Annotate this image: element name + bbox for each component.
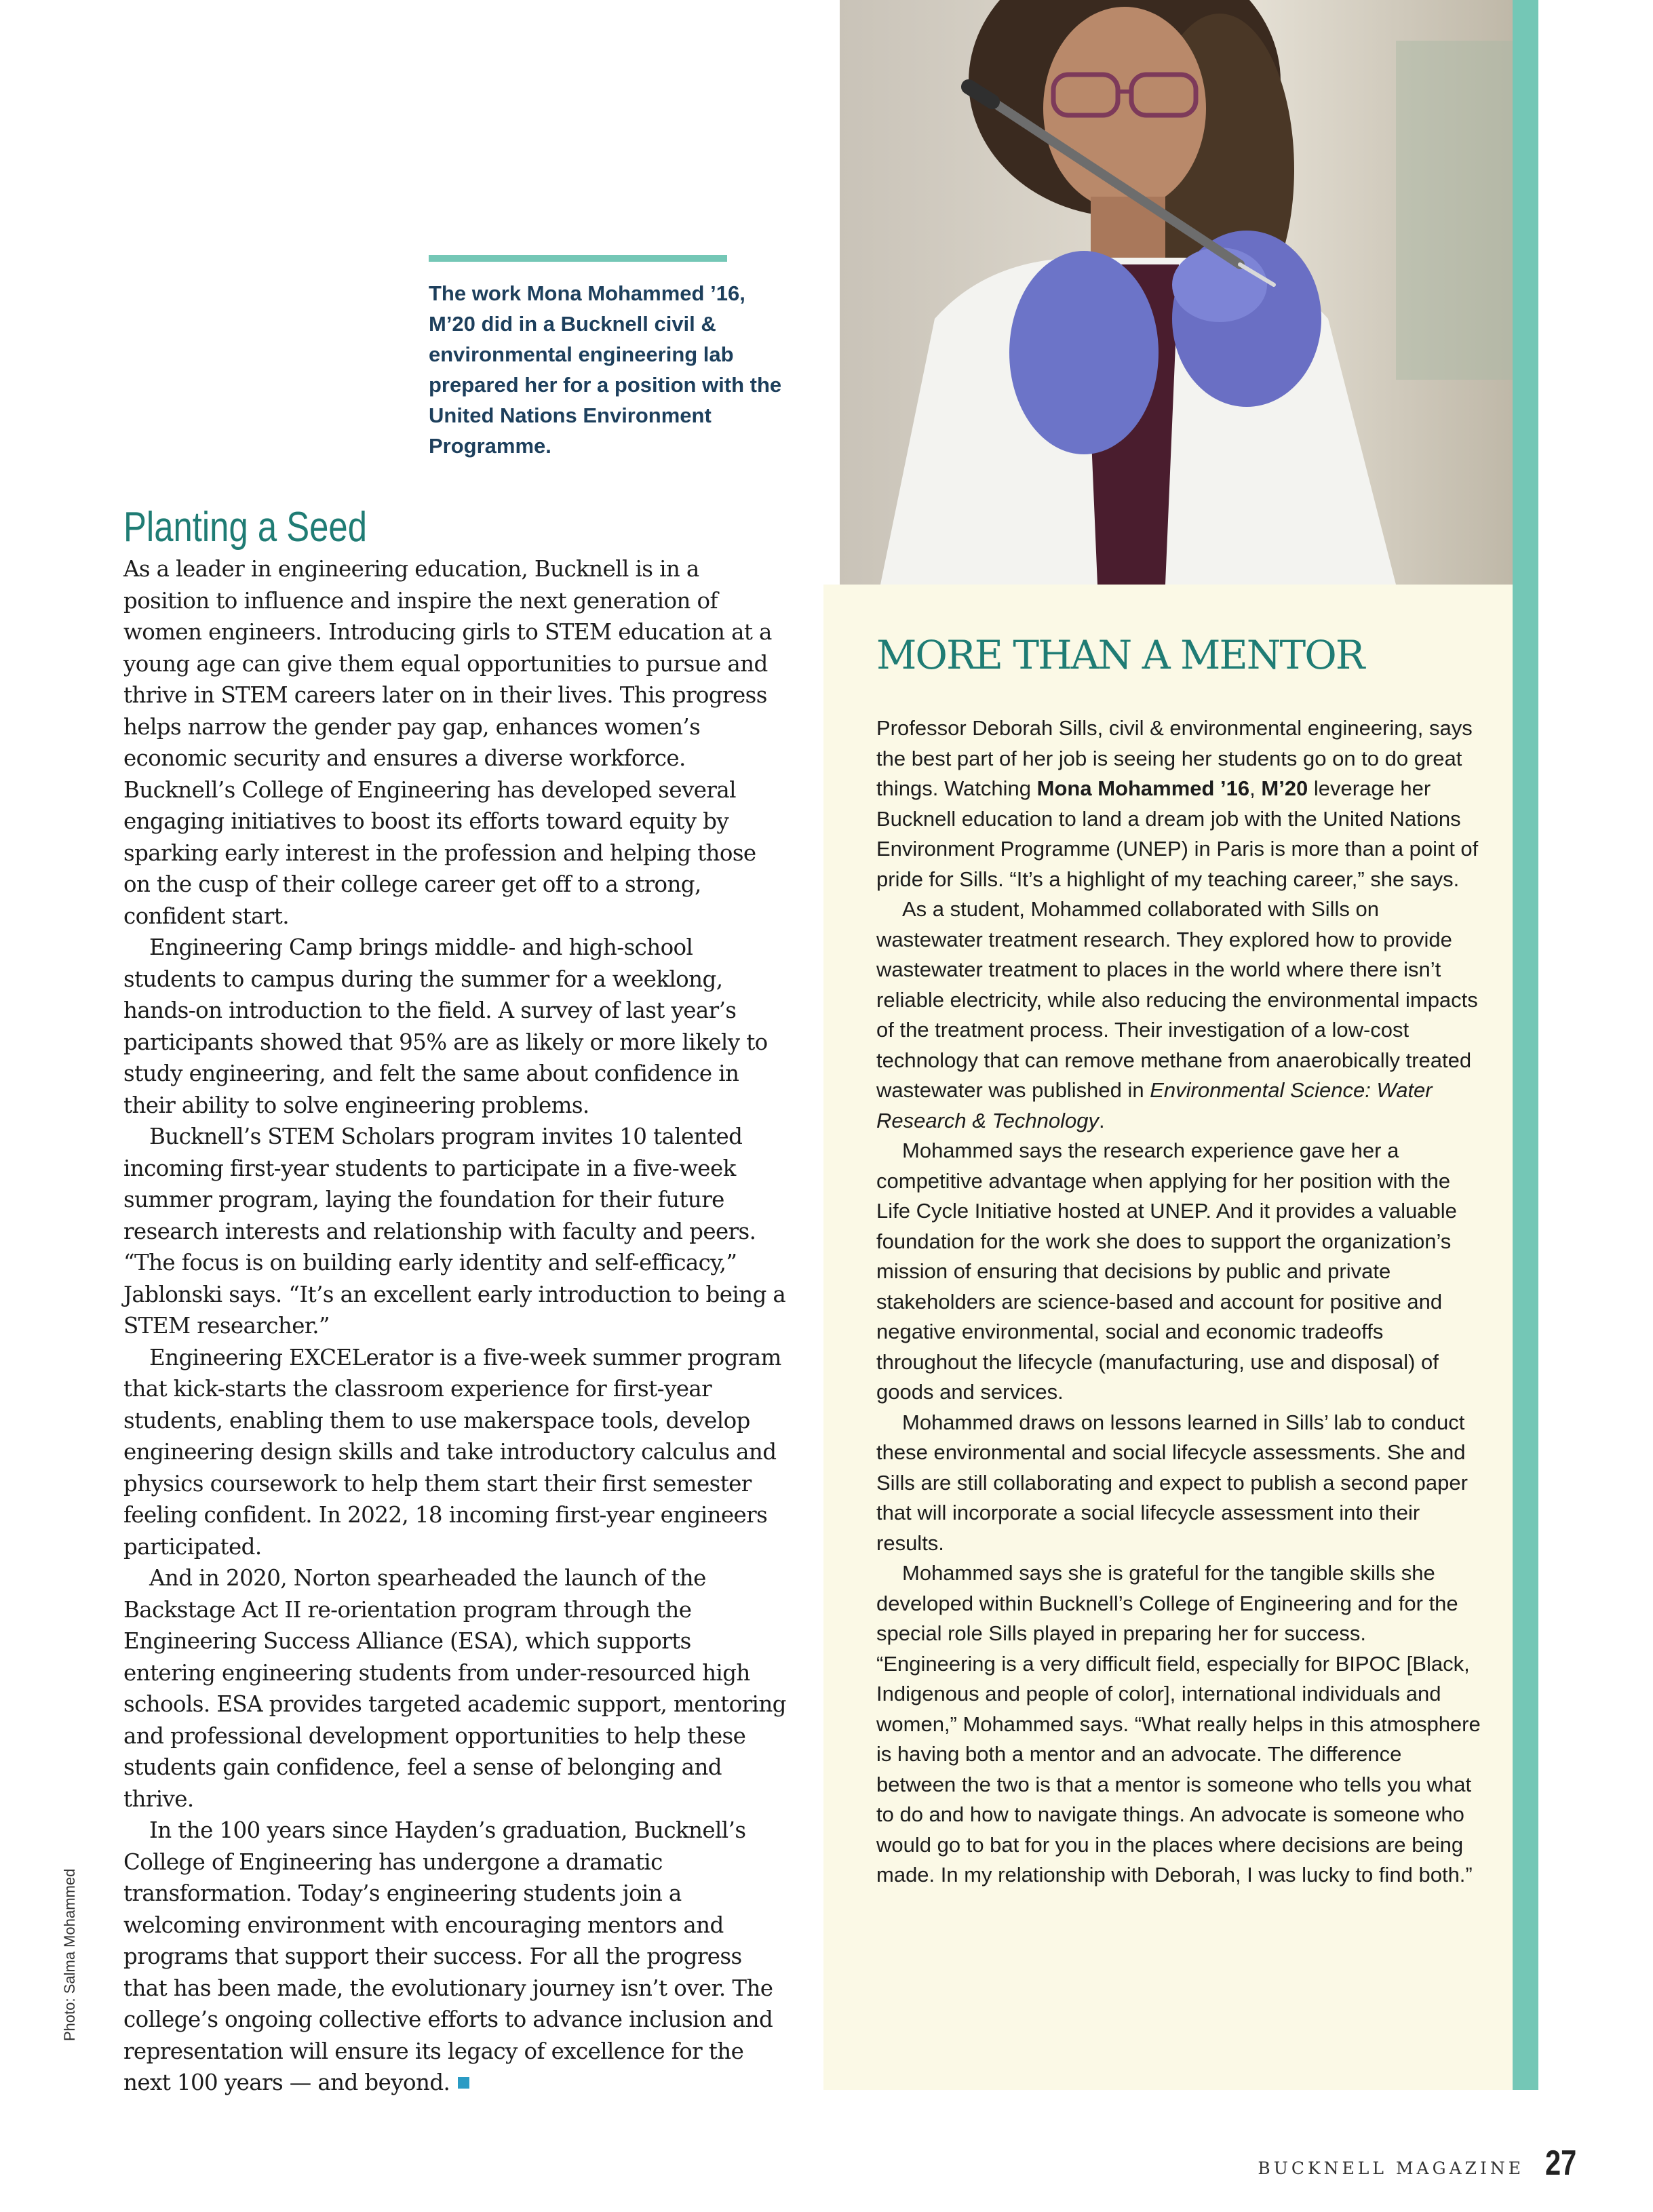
left-paragraph: Engineering EXCELerator is a five-week summer program that kick-starts the classroom experience for first-year students, enabling them to use makerspace tools, develop engineering design skills and take introductory calculus and physics coursework to help them start their first semester feeling confident. In 2022, 18 incoming first-year engineers participated. (123, 1344, 781, 1560)
lab-photo (840, 0, 1513, 585)
right-paragraph (876, 713, 1487, 894)
right-text: Professor Deborah Sills, civil & environmental engineering, says the best part of her job is seeing her students go on to do great things. Watching (876, 716, 1473, 800)
left-paragraph: And in 2020, Norton spearheaded the launch of the Backstage Act II re-orientation program through the Engineering Success Alliance (ESA), which supports entering engineering students from under-resourced high schools. ESA provides targeted academic support, mentoring and professional development opportunities to help these students gain confidence, feel a sense of belonging and thrive. (123, 1565, 786, 1812)
right-paragraph: Mohammed says the research experience gave her a competitive advantage when applying for her position with the Life Cycle Initiative hosted at UNEP. And it provides a valuable foundation for the work she does to support the organization’s mission of ensuring that decisions by public and private stakeholders are science-based and account for positive and negative environmental, social and economic tradeoffs throughout the lifecycle (manufacturing, use and disposal) of goods and services. (876, 1139, 1457, 1404)
section-heading-more-than-a-mentor: MORE THAN A MENTOR (876, 632, 1364, 678)
right-article-body (876, 713, 1487, 1891)
alumna-name: Mona Mohammed ’16 (1036, 776, 1250, 800)
photo-credit: Photo: Salma Mohammed (61, 1868, 78, 2041)
right-text: . (1099, 1108, 1105, 1132)
right-paragraph: Mohammed says she is grateful for the tangible skills she developed within Bucknell’s College of Engineering and for the special role Sills played in preparing her for success. “Engineering is a very difficult field, especially for BIPOC [Black, Indigenous and people of color], international individuals and women,” Mohammed says. “What really helps in this atmosphere is having both a mentor and an advocate. The difference between the two is that a mentor is someone who tells you what to do and how to navigate things. An advocate is someone who would go to bat for you in the places where decisions are being made. In my relationship with Deborah, I was lucky to find both.” (876, 1561, 1481, 1887)
caption-rule (429, 255, 727, 262)
left-paragraph-last (123, 1815, 788, 2099)
right-paragraph (876, 894, 1487, 1136)
right-paragraph: Mohammed draws on lessons learned in Sills’ lab to conduct these environmental and social lifecycle assessments. She and Sills are still collaborating and expect to publish a second paper that will incorporate a social lifecycle assessment into their results. (876, 1410, 1468, 1555)
photo-caption: The work Mona Mohammed ’16, M’20 did in a Bucknell civil & environmental engineering lab prepared her for a position with the United Nations Environment Programme. (429, 281, 782, 458)
right-text: leverage her Bucknell education to land a dream job with the United Nations Environment Programme (UNEP) in Paris is more than a point of pride for Sills. “It’s a highlight of my teaching career,” she says. (876, 776, 1479, 891)
section-heading-planting-a-seed: Planting a Seed (123, 504, 367, 551)
page-number: 27 (1545, 2144, 1577, 2183)
end-mark-icon (458, 2077, 469, 2089)
right-text: , (1249, 776, 1262, 800)
left-paragraph: Engineering Camp brings middle- and high-school students to campus during the summer for a weeklong, hands-on introduction to the field. A survey of last year’s participants showed that 95% are as likely or more likely to study engineering, and felt the same about confidence in their ability to solve engineering problems. (123, 934, 768, 1118)
alumna-class-year: M’20 (1261, 776, 1308, 800)
right-text: As a student, Mohammed collaborated with Sills on wastewater treatment research. They explored how to provide wastewater treatment to places in the world where there isn’t reliable electricity, while also reducing the environmental impacts of the treatment process. Their investigation of a low-cost technology that can remove methane from anaerobically treated wastewater was published in (876, 897, 1478, 1102)
left-paragraph: Bucknell’s STEM Scholars program invites 10 talented incoming first-year students to participate in a five-week summer program, laying the foundation for their future research interests and relationship with faculty and peers. “The focus is on building early identity and self-efficacy,” Jablonski says. “It’s an excellent early introduction to being a STEM researcher.” (123, 1124, 786, 1339)
teal-accent-bar (1513, 0, 1538, 2090)
left-paragraph: As a leader in engineering education, Bucknell is in a position to influence and inspire the next generation of women engineers. Introducing girls to STEM education at a young age can give them equal opportunities to pursue and thrive in STEM careers later on in their lives. This progress helps narrow the gender pay gap, enhances women’s economic security and ensures a diverse workforce. Bucknell’s College of Engineering has developed several engaging initiatives to boost its efforts toward equity by sparking early interest in the profession and helping those on the cusp of their college career get off to a strong, confident start. (123, 556, 772, 929)
footer-magazine-name: BUCKNELL MAGAZINE (1258, 2158, 1524, 2178)
journal-title: Environmental Science: Water Research & Technology (876, 1078, 1433, 1132)
left-paragraph-text: In the 100 years since Hayden’s graduation, Bucknell’s College of Engineering has undergone a dramatic transformation. Today’s engineering students join a welcoming environment with encouraging mentors and programs that support their success. For all the progress that has been made, the evolutionary journey isn’t over. The college’s ongoing collective efforts to advance inclusion and representation will ensure its legacy of excellence for the next 100 years — and beyond. (123, 1817, 773, 2095)
left-article-body (123, 553, 788, 2099)
